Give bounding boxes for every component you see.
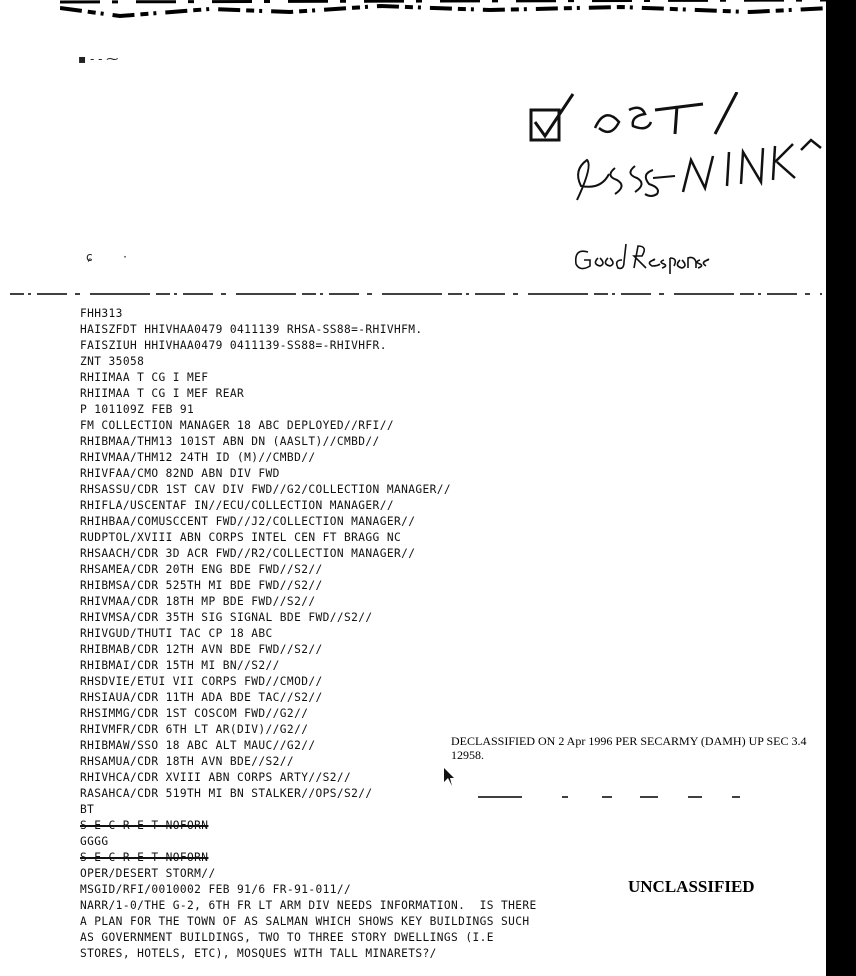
message-line: OPER/DESERT STORM// bbox=[80, 867, 216, 880]
message-line: FM COLLECTION MANAGER 18 ABC DEPLOYED//RFI// bbox=[80, 419, 394, 432]
svg-text:Good Response.: Good Response. bbox=[572, 248, 579, 249]
svg-text:☑ POST /: ☑ POST / bbox=[525, 104, 530, 105]
message-body bbox=[80, 306, 640, 962]
scan-speck: ▪ ‐ ‐ ⁓ bbox=[78, 52, 119, 66]
message-line: RHIIMAA T CG I MEF REAR bbox=[80, 387, 245, 400]
message-line: S E C R E T NOFORN bbox=[80, 819, 209, 832]
message-line: RHSDVIE/ETUI VII CORPS FWD//CMOD// bbox=[80, 675, 323, 688]
pointer-icon bbox=[440, 768, 454, 788]
classification-marking: UNCLASSIFIED bbox=[628, 877, 755, 896]
message-line: BT bbox=[80, 803, 95, 816]
message-line: HAISZFDT HHIVHAA0479 0411139 RHSA-SS88=-RHIVHFM. bbox=[80, 323, 423, 336]
dash-rule bbox=[478, 795, 768, 799]
handwritten-good-response-note bbox=[572, 240, 712, 274]
message-line: RHIBMAI/CDR 15TH MI BN//S2// bbox=[80, 659, 280, 672]
message-line: RHIHBAA/COMUSCCENT FWD//J2/COLLECTION MANAGER// bbox=[80, 515, 416, 528]
message-line: RHIVMAA/CDR 18TH MP BDE FWD//S2// bbox=[80, 595, 316, 608]
message-line: P 101109Z FEB 91 bbox=[80, 403, 195, 416]
message-line: STORES, HOTELS, ETC), MOSQUES WITH TALL MINARETS?/ bbox=[80, 947, 437, 960]
message-line: RHIVGUD/THUTI TAC CP 18 ABC bbox=[80, 627, 273, 640]
message-line: RASAHCA/CDR 519TH MI BN STALKER//OPS/S2// bbox=[80, 787, 373, 800]
message-line: RHSAMEA/CDR 20TH ENG BDE FWD//S2// bbox=[80, 563, 323, 576]
message-line: RHIVHCA/CDR XVIII ABN CORPS ARTY//S2// bbox=[80, 771, 352, 784]
page-separator bbox=[10, 292, 822, 296]
handwritten-post-disseminate-note bbox=[525, 92, 825, 212]
message-line: RHIBMAA/THM13 101ST ABN DN (AASLT)//CMBD// bbox=[80, 435, 380, 448]
message-line: GGGG bbox=[80, 835, 109, 848]
message-line: FAISZIUH HHIVHAA0479 0411139-SS88=-RHIVHFR. bbox=[80, 339, 387, 352]
message-line: RHIFLA/USCENTAF IN//ECU/COLLECTION MANAGER// bbox=[80, 499, 394, 512]
scan-speck: ɕ · bbox=[86, 250, 127, 264]
message-line: RHIBMAB/CDR 12TH AVN BDE FWD//S2// bbox=[80, 643, 323, 656]
message-line: A PLAN FOR THE TOWN OF AS SALMAN WHICH SHOWS KEY BUILDINGS SUCH bbox=[80, 915, 530, 928]
message-line: RHIVMFR/CDR 6TH LT AR(DIV)//G2// bbox=[80, 723, 309, 736]
message-line: RHSAACH/CDR 3D ACR FWD//R2/COLLECTION MANAGER// bbox=[80, 547, 416, 560]
message-line: RHSAMUA/CDR 18TH AVN BDE//S2// bbox=[80, 755, 295, 768]
message-line: RHSASSU/CDR 1ST CAV DIV FWD//G2/COLLECTION MANAGER// bbox=[80, 483, 452, 496]
message-line: RHIVMSA/CDR 35TH SIG SIGNAL BDE FWD//S2// bbox=[80, 611, 373, 624]
message-line: FHH313 bbox=[80, 307, 123, 320]
message-line: AS GOVERNMENT BUILDINGS, TWO TO THREE STORY DWELLINGS (I.E bbox=[80, 931, 494, 944]
message-line: RHIBMSA/CDR 525TH MI BDE FWD//S2// bbox=[80, 579, 323, 592]
message-line: RHIBMAW/SSO 18 ABC ALT MAUC//G2// bbox=[80, 739, 316, 752]
message-line: ZNT 35058 bbox=[80, 355, 145, 368]
message-line: RHIIMAA T CG I MEF bbox=[80, 371, 209, 384]
message-line: S E C R E T NOFORN bbox=[80, 851, 209, 864]
scan-noise-top bbox=[60, 0, 830, 18]
declassification-stamp: DECLASSIFIED ON 2 Apr 1996 PER SECARMY (DAMH) UP SEC 3.4 12958. bbox=[451, 734, 807, 762]
message-line: RHIVMAA/THM12 24TH ID (M)//CMBD// bbox=[80, 451, 316, 464]
message-line: NARR/1-0/THE G-2, 6TH FR LT ARM DIV NEEDS INFORMATION. IS THERE bbox=[80, 899, 537, 912]
message-line: RHIVFAA/CMO 82ND ABN DIV FWD bbox=[80, 467, 280, 480]
message-line: RUDPTOL/XVIII ABN CORPS INTEL CEN FT BRAGG NC bbox=[80, 531, 402, 544]
scan-edge-right bbox=[826, 0, 856, 976]
message-line: RHSIMMG/CDR 1ST COSCOM FWD//G2// bbox=[80, 707, 309, 720]
message-line: RHSIAUA/CDR 11TH ADA BDE TAC//S2// bbox=[80, 691, 323, 704]
message-line: MSGID/RFI/0010002 FEB 91/6 FR-91-011// bbox=[80, 883, 352, 896]
